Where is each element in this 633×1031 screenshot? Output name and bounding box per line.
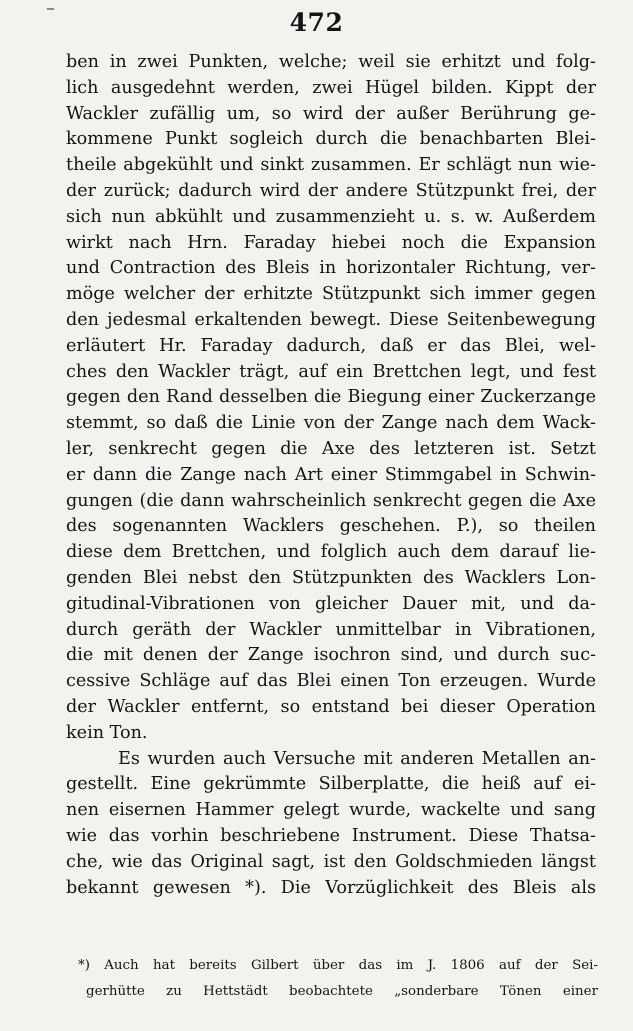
text-line: gungen (die dann wahrscheinlich senkrecht gegen die Axe [66, 490, 596, 511]
text-line: der zurück; dadurch wird der andere Stützpunkt frei, der [66, 180, 596, 201]
text-line: möge welcher der erhitzte Stützpunkt sich immer gegen [66, 284, 596, 305]
text-line: erläutert Hr. Faraday dadurch, daß er das Blei, wel- [66, 335, 596, 356]
text-line: gitudinal-Vibrationen von gleicher Dauer mit, und da- [66, 593, 596, 614]
body-text [66, 50, 596, 901]
text-line: ler, senkrecht gegen die Axe des letzteren ist. Setzt [66, 438, 596, 459]
text-line: und Contraction des Bleis in horizontaler Richtung, ver- [66, 258, 596, 279]
text-line: diese dem Brettchen, und folglich auch dem darauf lie- [66, 542, 596, 563]
paragraph-end-line: kein Ton. [66, 722, 148, 743]
text-line: gestellt. Eine gekrümmte Silberplatte, die heiß auf ei- [66, 774, 596, 795]
text-line: den jedesmal erkaltenden bewegt. Diese Seitenbewegung [66, 309, 596, 330]
footnote-line: gerhütte zu Hettstädt beobachtete „sonderbare Tönen einer [86, 984, 598, 999]
text-line: stemmt, so daß die Linie von der Zange nach dem Wack- [66, 413, 596, 434]
text-line: theile abgekühlt und sinkt zusammen. Er schlägt nun wie- [66, 155, 596, 176]
text-line: Wackler zufällig um, so wird der außer Berührung ge- [66, 103, 596, 124]
text-line: der Wackler entfernt, so entstand bei dieser Operation [66, 696, 596, 717]
text-line: ben in zwei Punkten, welche; weil sie erhitzt und folg- [66, 52, 596, 72]
text-line: genden Blei nebst den Stützpunkten des Wacklers Lon- [66, 567, 596, 588]
text-line: cessive Schläge auf das Blei einen Ton erzeugen. Wurde [66, 671, 596, 692]
footnote-line: *) Auch hat bereits Gilbert über das im J. 1806 auf der Sei- [78, 958, 598, 973]
text-line: durch geräth der Wackler unmittelbar in Vibrationen, [66, 619, 596, 640]
text-line: che, wie das Original sagt, ist den Goldschmieden längst [66, 851, 596, 872]
text-line: kommene Punkt sogleich durch die benachbarten Blei- [66, 129, 596, 150]
text-line: gegen den Rand desselben die Biegung einer Zuckerzange [66, 387, 596, 408]
text-line: lich ausgedehnt werden, zwei Hügel bilden. Kippt der [66, 77, 596, 98]
text-line: bekannt gewesen *). Die Vorzüglichkeit des Bleis als [66, 877, 596, 898]
text-line: des sogenannten Wacklers geschehen. P.), so theilen [66, 516, 596, 537]
text-line: wie das vorhin beschriebene Instrument. Diese Thatsa- [66, 825, 596, 846]
text-line: sich nun abkühlt und zusammenzieht u. s. w. Außerdem [66, 206, 596, 227]
text-line: die mit denen der Zange isochron sind, und durch suc- [66, 645, 596, 666]
text-line: er dann die Zange nach Art einer Stimmgabel in Schwin- [66, 464, 596, 485]
text-line: ches den Wackler trägt, auf ein Brettchen legt, und fest [66, 361, 596, 382]
page-number: 472 [289, 8, 344, 37]
text-line: nen eisernen Hammer gelegt wurde, wackelte und sang [66, 800, 596, 821]
text-line: wirkt nach Hrn. Faraday hiebei noch die Expansion [66, 232, 596, 253]
paragraph-start-line: Es wurden auch Versuche mit anderen Metallen an- [118, 748, 596, 769]
footnote [78, 953, 598, 1005]
